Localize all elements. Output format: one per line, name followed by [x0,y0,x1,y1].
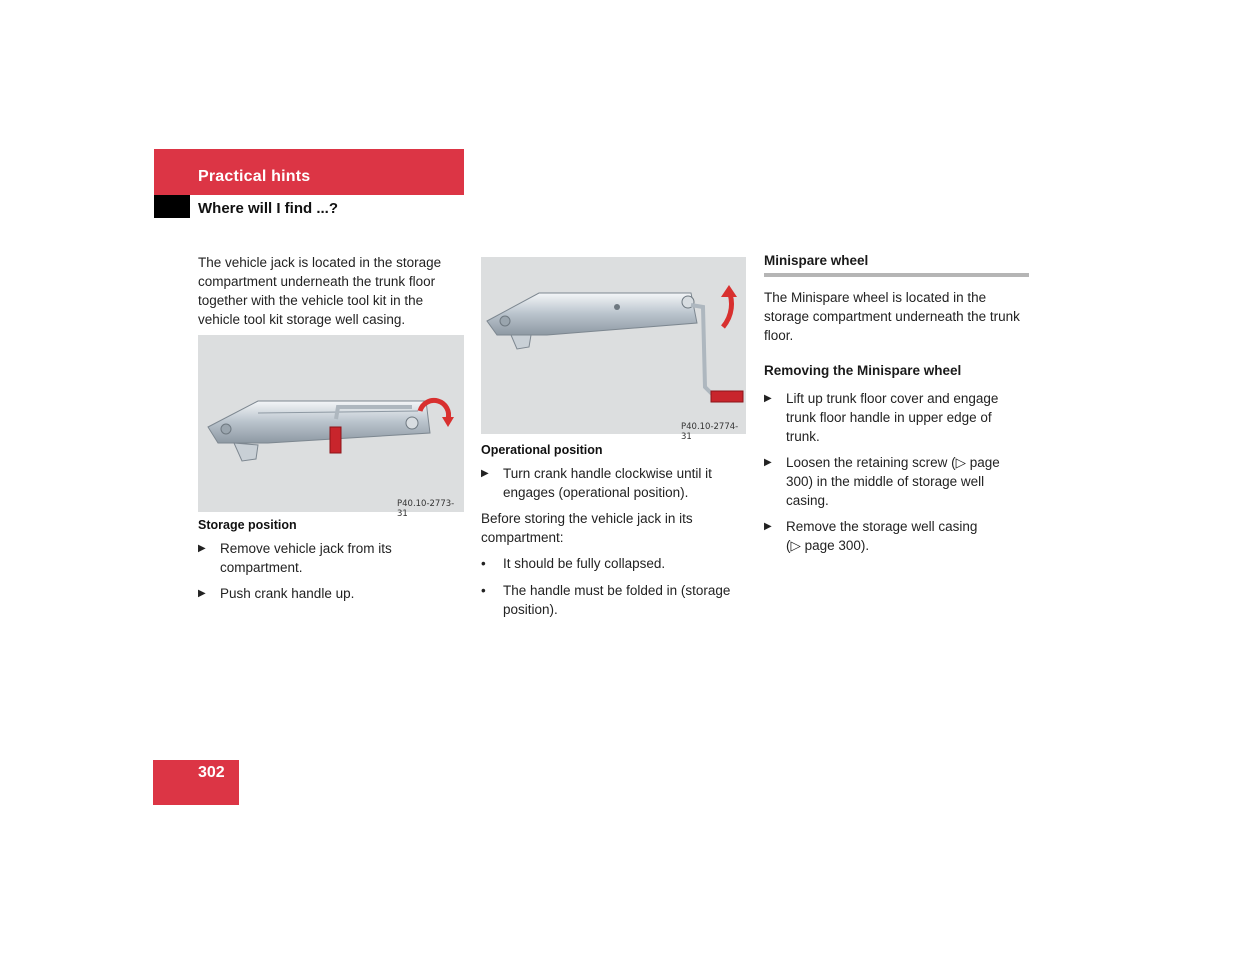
step-arrow-icon: ▶ [764,393,772,404]
step-arrow-icon: ▶ [198,543,206,554]
list-item [198,584,460,603]
bullet-icon: • [481,583,486,598]
subsection-marker [154,195,190,218]
figure-code: P40.10-2773-31 [397,499,455,519]
figure-operational-position [481,257,746,442]
step-text: Lift up trunk floor cover and engage trunk floor handle in upper edge of trunk. [786,391,999,444]
list-item [198,539,460,577]
subsection-title: Where will I find ...? [198,200,339,217]
heading-removing-minispare: Removing the Minispare wheel [764,363,962,378]
step-text: Remove vehicle jack from its compartment. [220,541,392,575]
page-number: 302 [198,764,225,781]
figure-caption-operational: Operational position [481,443,603,457]
jack-location-text: The vehicle jack is located in the storage compartment underneath the trunk floor together with the vehicle tool kit in the vehicle tool kit storage well casing. [198,255,442,327]
list-item [764,517,991,555]
minispare-location-text: The Minispare wheel is located in the storage compartment underneath the trunk floor. [764,290,1020,343]
before-storing-text: Before storing the vehicle jack in its compartment: [481,511,693,545]
section-title: Practical hints [198,168,311,185]
bullet-icon: • [481,556,486,571]
figure-storage-position [198,335,464,519]
bullet-text: The handle must be folded in (storage position). [503,583,731,617]
figure-caption-storage: Storage position [198,518,297,532]
step-arrow-icon: ▶ [481,468,489,479]
step-text: Loosen the retaining screw (▷ page 300) in the middle of storage well casing. [786,455,1000,508]
step-text: Turn crank handle clockwise until it engages (operational position). [503,466,712,500]
list-item [481,581,743,619]
step-arrow-icon: ▶ [764,457,772,468]
list-item [764,389,1026,446]
bullet-text: It should be fully collapsed. [503,556,666,571]
list-item [764,453,1026,510]
step-text: Push crank handle up. [220,586,355,601]
page-number-tab [153,760,239,805]
jack-storage-illustration [198,335,464,512]
step-arrow-icon: ▶ [764,521,772,532]
figure-code: P40.10-2774-31 [681,422,739,442]
list-item [481,464,743,502]
heading-underline [764,273,1029,277]
list-item [481,554,743,573]
jack-operational-illustration [481,257,746,434]
step-arrow-icon: ▶ [198,588,206,599]
step-text: Remove the storage well casing (▷ page 300). [786,519,978,553]
heading-minispare-wheel: Minispare wheel [764,253,869,268]
